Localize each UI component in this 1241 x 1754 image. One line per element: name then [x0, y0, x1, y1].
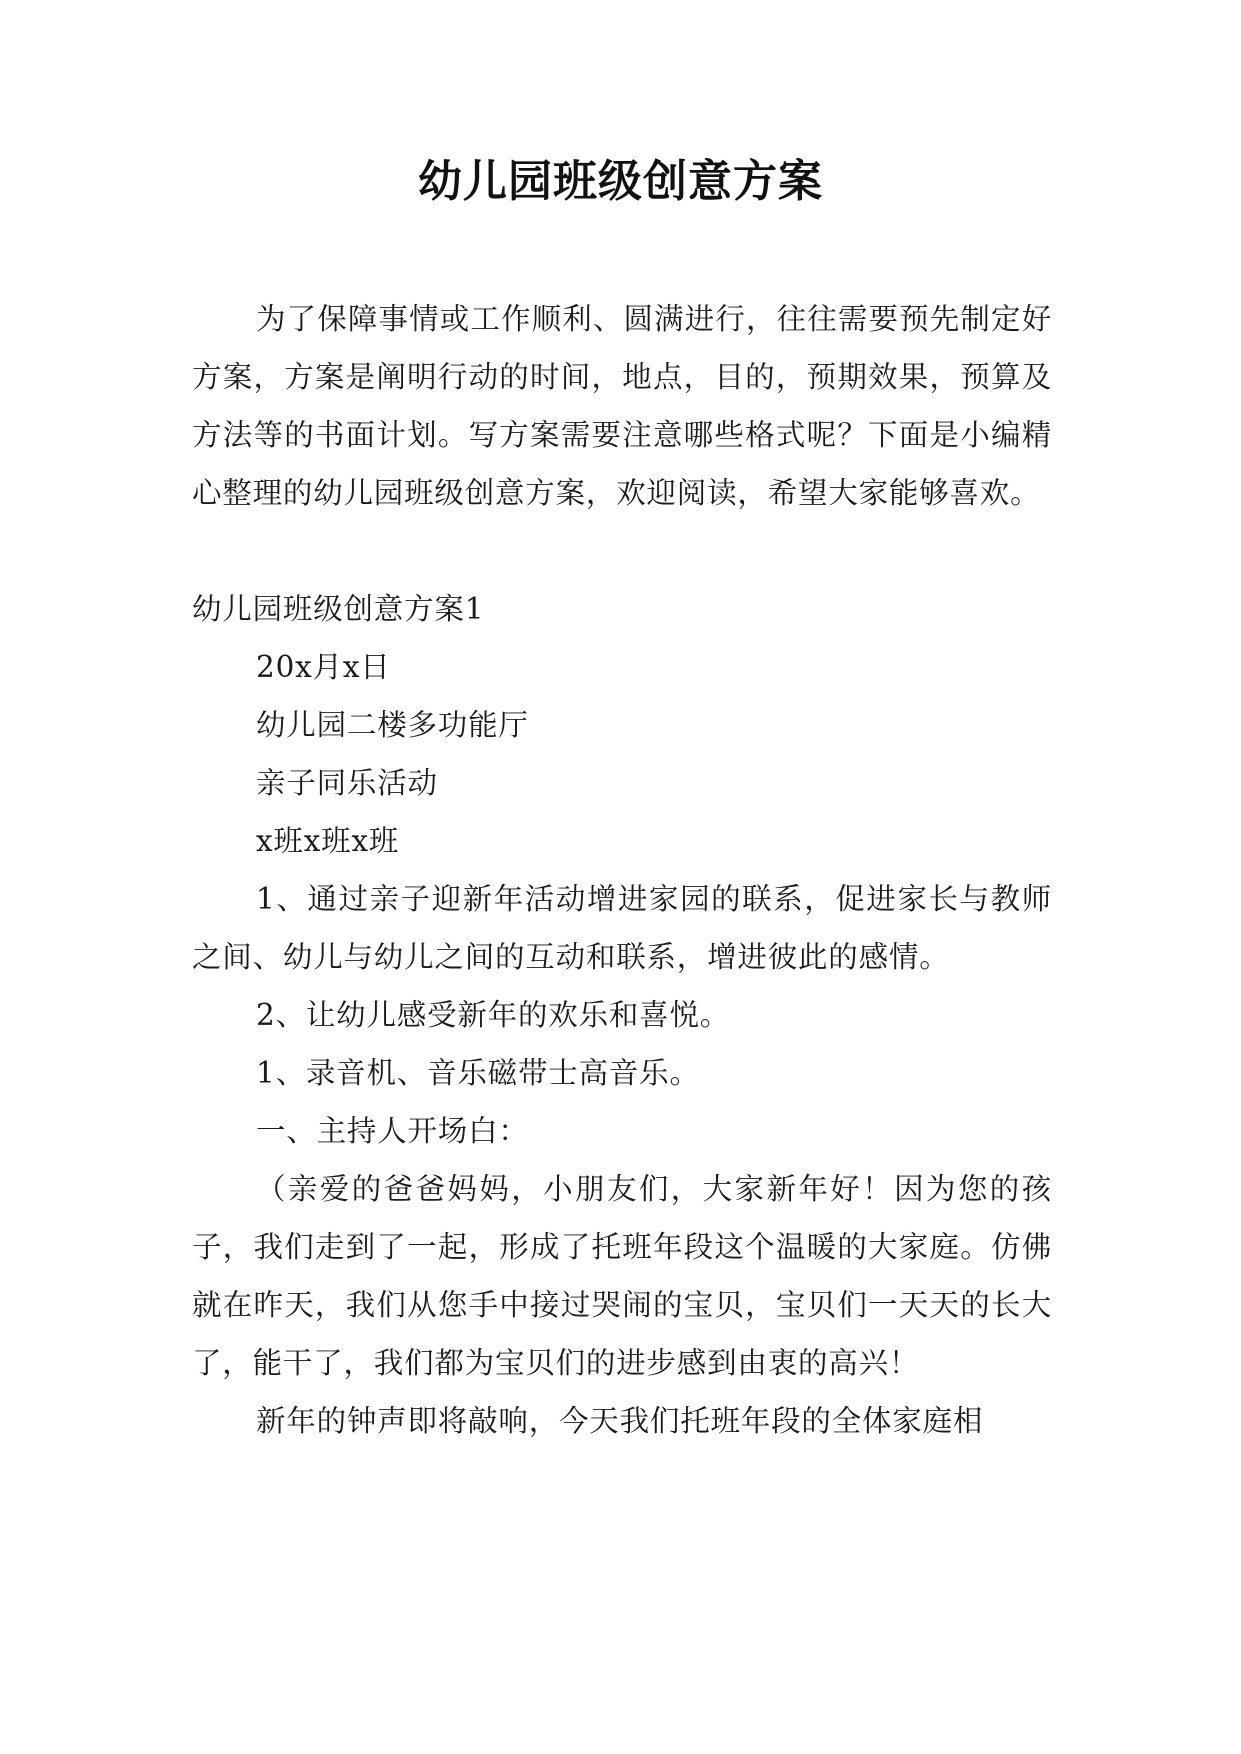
paragraph-date: 20x月x日: [256, 650, 391, 684]
paragraph-goal-1: 1、通过亲子迎新年活动增进家园的联系，促进家长与教师之间、幼儿与幼儿之间的互动和联系，增进彼此的感情。: [192, 882, 1052, 974]
paragraph-location: 幼儿园二楼多功能厅: [256, 708, 529, 742]
intro-paragraph: 为了保障事情或工作顺利、圆满进行，往往需要预先制定好方案，方案是阐明行动的时间，地点，目的，预期效果，预算及方法等的书面计划。写方案需要注意哪些格式呢？下面是小编精心整理的幼儿园班级创意方案，欢迎阅读，希望大家能够喜欢。: [192, 302, 1052, 510]
paragraph-activity: 亲子同乐活动: [256, 766, 438, 800]
paragraph-goal-2: 2、让幼儿感受新年的欢乐和喜悦。: [256, 998, 731, 1032]
paragraph-host-speech: （亲爱的爸爸妈妈，小朋友们，大家新年好！因为您的孩子，我们走到了一起，形成了托班年段这个温暖的大家庭。仿佛就在昨天，我们从您手中接过哭闹的宝贝，宝贝们一天天的长大了，能干了，我们都为宝贝们的进步感到由衷的高兴！: [192, 1172, 1052, 1380]
paragraph-new-year: 新年的钟声即将敲响，今天我们托班年段的全体家庭相: [256, 1404, 984, 1438]
paragraph-host-heading: 一、主持人开场白：: [256, 1114, 529, 1148]
paragraph-classes: x班x班x班: [256, 824, 400, 858]
section-heading: 幼儿园班级创意方案1: [192, 592, 485, 626]
paragraph-materials: 1、录音机、音乐磁带士高音乐。: [256, 1056, 700, 1090]
document-title: 幼儿园班级创意方案: [418, 156, 823, 207]
document-body: [192, 290, 1052, 1450]
